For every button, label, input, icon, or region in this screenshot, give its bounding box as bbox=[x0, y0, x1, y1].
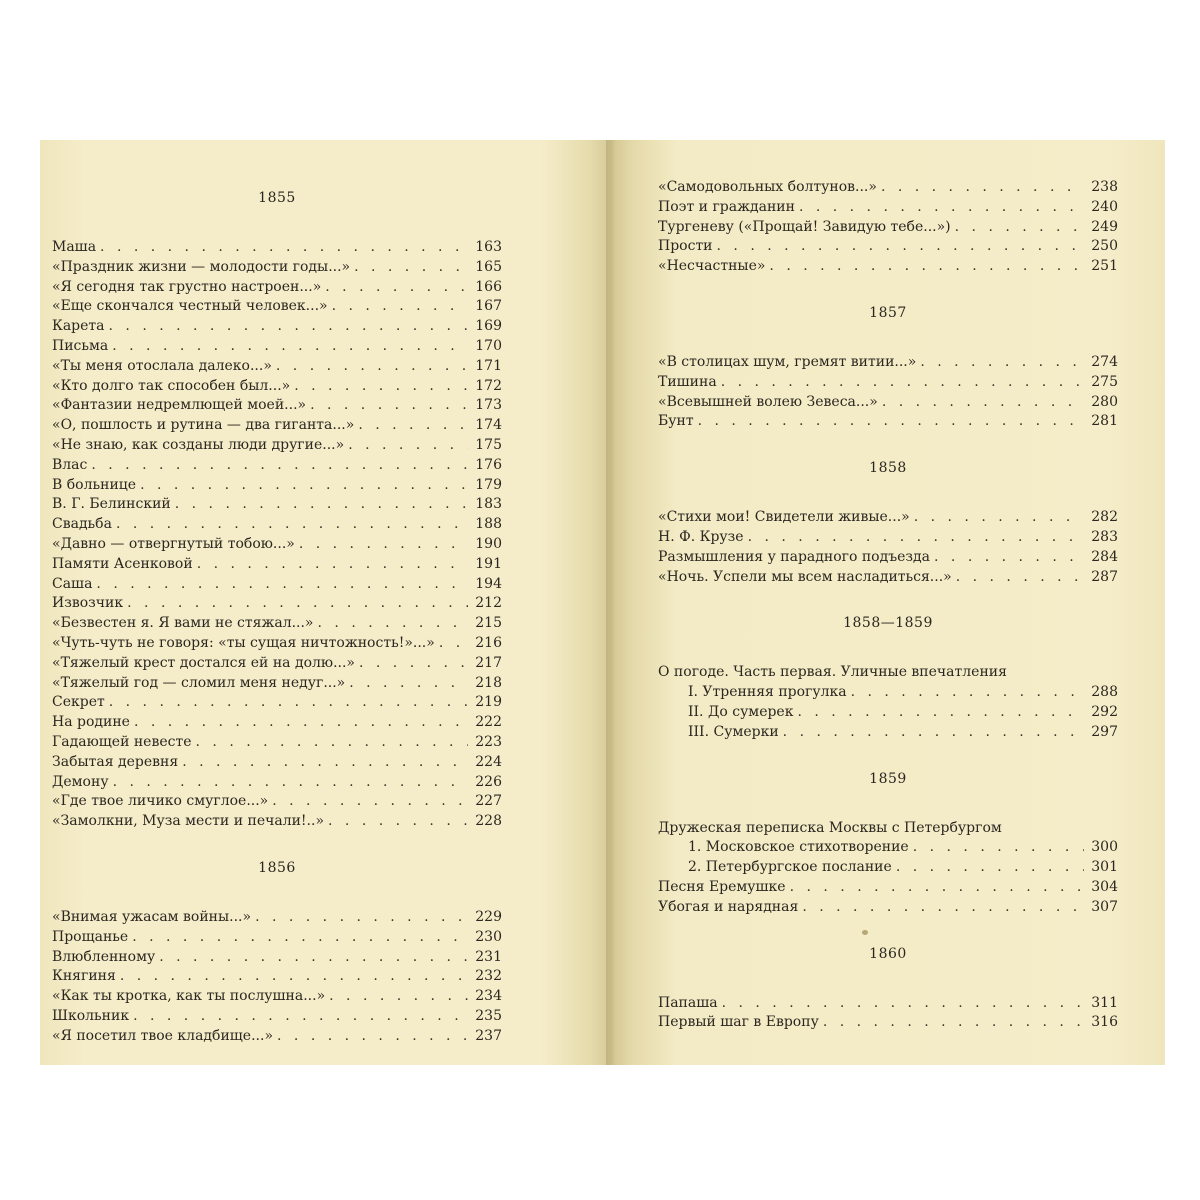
toc-section bbox=[658, 178, 1118, 277]
dot-leader bbox=[914, 508, 1084, 528]
entry-title: В. Г. Белинский bbox=[52, 496, 171, 513]
entry-page-number: 194 bbox=[475, 575, 502, 592]
entry-page-number: 292 bbox=[1091, 703, 1118, 720]
entry-page-number: 301 bbox=[1091, 859, 1118, 876]
dot-leader bbox=[91, 456, 468, 476]
cycle-heading: О погоде. Часть первая. Уличные впечатления bbox=[658, 664, 1007, 681]
toc-entry bbox=[52, 654, 502, 674]
toc-entry bbox=[52, 967, 502, 987]
entry-page-number: 224 bbox=[475, 753, 502, 770]
dot-leader bbox=[748, 528, 1084, 548]
entry-title: Первый шаг в Европу bbox=[658, 1014, 819, 1031]
entry-page-number: 287 bbox=[1091, 568, 1118, 585]
entry-title: II. До сумерек bbox=[688, 703, 794, 720]
toc-entry bbox=[658, 373, 1118, 393]
toc-entry bbox=[52, 908, 502, 928]
dot-leader bbox=[349, 674, 468, 694]
section-year: 1858 bbox=[869, 460, 907, 477]
entry-page-number: 212 bbox=[475, 595, 502, 612]
toc-entry-list bbox=[52, 908, 502, 1047]
toc-section bbox=[658, 458, 1118, 587]
toc-entry bbox=[658, 528, 1118, 548]
toc-entry bbox=[52, 614, 502, 634]
entry-title: «Еще скончался честный человек...» bbox=[52, 298, 328, 315]
dot-leader bbox=[956, 568, 1084, 588]
dot-leader bbox=[797, 703, 1084, 723]
open-book bbox=[40, 140, 1165, 1065]
toc-entry bbox=[52, 337, 502, 357]
dot-leader bbox=[920, 353, 1084, 373]
toc-entry bbox=[52, 792, 502, 812]
entry-page-number: 316 bbox=[1091, 1014, 1118, 1031]
entry-title: «Замолкни, Муза мести и печали!..» bbox=[52, 813, 325, 830]
entry-title: Папаша bbox=[658, 994, 718, 1011]
entry-page-number: 176 bbox=[475, 456, 502, 473]
right-page bbox=[610, 140, 1165, 1065]
dot-leader bbox=[112, 337, 468, 357]
toc-entry bbox=[52, 1027, 502, 1047]
entry-title: «Стихи мои! Свидетели живые...» bbox=[658, 509, 910, 526]
entry-page-number: 167 bbox=[475, 298, 502, 315]
entry-title: Прощанье bbox=[52, 928, 129, 945]
entry-title: «В столицах шум, гремят витии...» bbox=[658, 353, 917, 370]
dot-leader bbox=[134, 713, 468, 733]
toc-section bbox=[658, 613, 1118, 742]
entry-title: «Безвестен я. Я вами не стяжал...» bbox=[52, 615, 314, 632]
entry-title: «Ты меня отослала далеко...» bbox=[52, 357, 272, 374]
dot-leader bbox=[439, 634, 468, 654]
entry-title: «Тяжелый крест достался ей на долю...» bbox=[52, 654, 355, 671]
dot-leader bbox=[717, 237, 1084, 257]
toc-entry bbox=[52, 1007, 502, 1027]
dot-leader bbox=[277, 1027, 468, 1047]
section-year: 1859 bbox=[869, 770, 907, 787]
entry-page-number: 179 bbox=[475, 476, 502, 493]
toc-section bbox=[658, 303, 1118, 432]
toc-entry bbox=[52, 948, 502, 968]
entry-page-number: 191 bbox=[475, 555, 502, 572]
dot-leader bbox=[175, 495, 468, 515]
entry-page-number: 300 bbox=[1091, 839, 1118, 856]
entry-title: «Я посетил твое кладбище...» bbox=[52, 1027, 274, 1044]
entry-title: 2. Петербургское послание bbox=[688, 859, 892, 876]
entry-title: Школьник bbox=[52, 1007, 130, 1024]
dot-leader bbox=[109, 693, 468, 713]
section-year: 1860 bbox=[869, 945, 907, 962]
toc-entry bbox=[52, 377, 502, 397]
entry-title: «Всевышней волею Зевеса...» bbox=[658, 393, 878, 410]
toc-entry bbox=[52, 674, 502, 694]
toc-entry bbox=[52, 634, 502, 654]
toc-entry bbox=[52, 812, 502, 832]
entry-title: Тургеневу («Прощай! Завидую тебе...») bbox=[658, 218, 951, 235]
toc-entry bbox=[52, 396, 502, 416]
dot-leader bbox=[127, 594, 468, 614]
right-page-contents bbox=[658, 178, 1118, 1033]
toc-entry bbox=[658, 198, 1118, 218]
toc-entry bbox=[658, 994, 1118, 1014]
entry-page-number: 188 bbox=[475, 516, 502, 533]
entry-page-number: 240 bbox=[1091, 198, 1118, 215]
toc-entry bbox=[658, 353, 1118, 373]
entry-page-number: 183 bbox=[475, 496, 502, 513]
dot-leader bbox=[698, 412, 1084, 432]
entry-page-number: 166 bbox=[475, 278, 502, 295]
dot-leader bbox=[113, 773, 468, 793]
section-year: 1858—1859 bbox=[843, 615, 933, 632]
dot-leader bbox=[276, 357, 468, 377]
toc-entry bbox=[52, 733, 502, 753]
entry-title: «Я сегодня так грустно настроен...» bbox=[52, 278, 322, 295]
toc-entry bbox=[52, 928, 502, 948]
toc-section bbox=[52, 188, 502, 832]
entry-title: III. Сумерки bbox=[688, 723, 779, 740]
toc-entry bbox=[52, 238, 502, 258]
entry-page-number: 234 bbox=[475, 988, 502, 1005]
toc-entry bbox=[658, 1013, 1118, 1033]
dot-leader bbox=[896, 858, 1084, 878]
toc-entry bbox=[658, 838, 1118, 858]
entry-page-number: 223 bbox=[475, 733, 502, 750]
entry-title: Размышления у парадного подъезда bbox=[658, 548, 931, 565]
toc-entry bbox=[52, 456, 502, 476]
entry-page-number: 165 bbox=[475, 258, 502, 275]
entry-title: «О, пошлость и рутина — два гиганта...» bbox=[52, 417, 355, 434]
dot-leader bbox=[329, 987, 468, 1007]
toc-section bbox=[658, 769, 1118, 918]
toc-entry-list bbox=[658, 994, 1118, 1034]
dot-leader bbox=[272, 792, 468, 812]
toc-section bbox=[52, 858, 502, 1047]
entry-page-number: 228 bbox=[475, 813, 502, 830]
entry-title: Письма bbox=[52, 337, 109, 354]
toc-entry bbox=[658, 858, 1118, 878]
ink-spot bbox=[862, 930, 868, 935]
entry-page-number: 229 bbox=[475, 908, 502, 925]
toc-entry bbox=[658, 393, 1118, 413]
entry-page-number: 275 bbox=[1091, 373, 1118, 390]
dot-leader bbox=[133, 1007, 468, 1027]
toc-entry bbox=[52, 535, 502, 555]
entry-title: «Фантазии недремлющей моей...» bbox=[52, 397, 307, 414]
toc-entry bbox=[52, 693, 502, 713]
dot-leader bbox=[783, 723, 1084, 743]
entry-page-number: 171 bbox=[475, 357, 502, 374]
dot-leader bbox=[359, 654, 468, 674]
toc-entry bbox=[658, 412, 1118, 432]
toc-entry bbox=[658, 683, 1118, 703]
entry-page-number: 216 bbox=[475, 634, 502, 651]
dot-leader bbox=[332, 297, 468, 317]
entry-page-number: 190 bbox=[475, 535, 502, 552]
dot-leader bbox=[182, 753, 468, 773]
entry-title: «Кто долго так способен был...» bbox=[52, 377, 291, 394]
entry-page-number: 173 bbox=[475, 397, 502, 414]
entry-page-number: 274 bbox=[1091, 353, 1118, 370]
dot-leader bbox=[348, 436, 468, 456]
entry-title: Бунт bbox=[658, 413, 694, 430]
section-year: 1857 bbox=[869, 304, 907, 321]
cycle-heading: Дружеская переписка Москвы с Петербургом bbox=[658, 819, 1002, 836]
entry-page-number: 280 bbox=[1091, 393, 1118, 410]
entry-page-number: 288 bbox=[1091, 684, 1118, 701]
toc-entry bbox=[52, 258, 502, 278]
entry-page-number: 232 bbox=[475, 968, 502, 985]
dot-leader bbox=[310, 396, 468, 416]
toc-entry bbox=[52, 515, 502, 535]
entry-page-number: 174 bbox=[475, 417, 502, 434]
left-page-contents bbox=[52, 188, 502, 1046]
section-year: 1856 bbox=[258, 859, 296, 876]
entry-page-number: 307 bbox=[1091, 898, 1118, 915]
dot-leader bbox=[197, 555, 468, 575]
entry-page-number: 222 bbox=[475, 714, 502, 731]
toc-entry bbox=[658, 178, 1118, 198]
dot-leader bbox=[913, 838, 1084, 858]
toc-entry bbox=[658, 257, 1118, 277]
dot-leader bbox=[294, 377, 468, 397]
toc-entry bbox=[52, 594, 502, 614]
toc-entry bbox=[658, 878, 1118, 898]
entry-page-number: 231 bbox=[475, 948, 502, 965]
toc-entry bbox=[658, 548, 1118, 568]
entry-page-number: 237 bbox=[475, 1027, 502, 1044]
left-page bbox=[40, 140, 610, 1065]
entry-page-number: 311 bbox=[1091, 994, 1118, 1011]
toc-entry bbox=[52, 416, 502, 436]
entry-title: «Не знаю, как созданы люди другие...» bbox=[52, 436, 345, 453]
toc-entry bbox=[52, 495, 502, 515]
entry-page-number: 238 bbox=[1091, 179, 1118, 195]
entry-title: «Как ты кротка, как ты послушна...» bbox=[52, 988, 326, 1005]
dot-leader bbox=[823, 1013, 1084, 1033]
entry-title: Песня Еремушке bbox=[658, 878, 786, 895]
entry-title: Забытая деревня bbox=[52, 753, 179, 770]
toc-entry bbox=[658, 237, 1118, 257]
entry-page-number: 284 bbox=[1091, 548, 1118, 565]
entry-title: Карета bbox=[52, 318, 105, 335]
dot-leader bbox=[196, 733, 468, 753]
entry-title: «Самодовольных болтунов...» bbox=[658, 179, 877, 195]
toc-entry-list bbox=[658, 819, 1118, 918]
entry-title: «Несчастные» bbox=[658, 258, 766, 275]
dot-leader bbox=[120, 967, 468, 987]
dot-leader bbox=[790, 878, 1084, 898]
toc-entry bbox=[52, 753, 502, 773]
entry-title: Тишина bbox=[658, 373, 717, 390]
entry-page-number: 249 bbox=[1091, 218, 1118, 235]
entry-page-number: 172 bbox=[475, 377, 502, 394]
toc-entry bbox=[52, 436, 502, 456]
entry-title: Убогая и нарядная bbox=[658, 898, 799, 915]
entry-page-number: 230 bbox=[475, 928, 502, 945]
toc-entry bbox=[658, 723, 1118, 743]
dot-leader bbox=[328, 812, 468, 832]
dot-leader bbox=[325, 278, 468, 298]
dot-leader bbox=[255, 908, 468, 928]
toc-entry-list bbox=[658, 353, 1118, 432]
entry-title: Прости bbox=[658, 238, 713, 255]
toc-entry bbox=[52, 713, 502, 733]
entry-title: В больнице bbox=[52, 476, 137, 493]
dot-leader bbox=[769, 257, 1084, 277]
dot-leader bbox=[802, 898, 1084, 918]
entry-page-number: 226 bbox=[475, 773, 502, 790]
dot-leader bbox=[851, 683, 1084, 703]
entry-title: Секрет bbox=[52, 694, 105, 711]
toc-entry bbox=[52, 987, 502, 1007]
dot-leader bbox=[354, 258, 468, 278]
dot-leader bbox=[799, 198, 1084, 218]
entry-page-number: 175 bbox=[475, 436, 502, 453]
entry-title: «Ночь. Успели мы всем насладиться...» bbox=[658, 568, 952, 585]
entry-title: На родине bbox=[52, 714, 130, 731]
entry-title: Н. Ф. Крузе bbox=[658, 528, 744, 545]
toc-entry bbox=[658, 703, 1118, 723]
entry-page-number: 170 bbox=[475, 337, 502, 354]
entry-title: I. Утренняя прогулка bbox=[688, 684, 847, 701]
entry-page-number: 304 bbox=[1091, 878, 1118, 895]
toc-entry bbox=[658, 218, 1118, 238]
toc-entry bbox=[658, 898, 1118, 918]
entry-title: Памяти Асенковой bbox=[52, 555, 193, 572]
toc-section bbox=[658, 944, 1118, 1034]
entry-title: «Давно — отвергнутый тобою...» bbox=[52, 535, 295, 552]
toc-entry bbox=[52, 278, 502, 298]
entry-page-number: 218 bbox=[475, 674, 502, 691]
entry-page-number: 283 bbox=[1091, 528, 1118, 545]
toc-entry bbox=[52, 476, 502, 496]
entry-title: «Чуть-чуть не говоря: «ты сущая ничтожность!»...» bbox=[52, 634, 435, 651]
entry-title: Поэт и гражданин bbox=[658, 198, 795, 215]
toc-entry bbox=[658, 568, 1118, 588]
toc-entry-list bbox=[52, 238, 502, 832]
dot-leader bbox=[934, 548, 1084, 568]
entry-page-number: 250 bbox=[1091, 238, 1118, 255]
entry-page-number: 169 bbox=[475, 318, 502, 335]
toc-entry bbox=[52, 575, 502, 595]
entry-title: Княгиня bbox=[52, 968, 116, 985]
entry-page-number: 217 bbox=[475, 654, 502, 671]
entry-title: Маша bbox=[52, 239, 97, 255]
entry-page-number: 163 bbox=[475, 239, 502, 255]
toc-entry-list bbox=[658, 663, 1118, 742]
dot-leader bbox=[96, 575, 468, 595]
entry-title: Влюбленному bbox=[52, 948, 156, 965]
entry-title: Извозчик bbox=[52, 595, 124, 612]
entry-page-number: 215 bbox=[475, 615, 502, 632]
dot-leader bbox=[358, 416, 468, 436]
dot-leader bbox=[100, 238, 468, 258]
dot-leader bbox=[882, 393, 1084, 413]
toc-entry bbox=[52, 297, 502, 317]
entry-page-number: 281 bbox=[1091, 413, 1118, 430]
toc-entry bbox=[52, 773, 502, 793]
toc-entry bbox=[658, 508, 1118, 528]
toc-entry-list bbox=[658, 508, 1118, 587]
dot-leader bbox=[109, 317, 468, 337]
entry-title: Саша bbox=[52, 575, 93, 592]
entry-page-number: 282 bbox=[1091, 509, 1118, 526]
toc-entry bbox=[52, 555, 502, 575]
dot-leader bbox=[132, 928, 468, 948]
entry-title: «Праздник жизни — молодости годы...» bbox=[52, 258, 351, 275]
entry-title: Свадьба bbox=[52, 516, 112, 533]
entry-page-number: 235 bbox=[475, 1007, 502, 1024]
entry-title: «Тяжелый год — сломил меня недуг...» bbox=[52, 674, 346, 691]
entry-page-number: 251 bbox=[1091, 258, 1118, 275]
dot-leader bbox=[721, 373, 1084, 393]
toc-entry bbox=[52, 317, 502, 337]
toc-entry-list bbox=[658, 178, 1118, 277]
dot-leader bbox=[116, 515, 468, 535]
dot-leader bbox=[140, 476, 468, 496]
dot-leader bbox=[881, 178, 1084, 198]
entry-title: Влас bbox=[52, 456, 88, 473]
dot-leader bbox=[318, 614, 468, 634]
entry-title: 1. Московское стихотворение bbox=[688, 839, 909, 856]
entry-title: Гадающей невесте bbox=[52, 733, 192, 750]
section-year: 1855 bbox=[258, 190, 296, 206]
entry-page-number: 219 bbox=[475, 694, 502, 711]
dot-leader bbox=[159, 948, 468, 968]
entry-title: «Где твое личико смуглое...» bbox=[52, 793, 269, 810]
dot-leader bbox=[722, 994, 1084, 1014]
toc-entry bbox=[52, 357, 502, 377]
entry-title: Демону bbox=[52, 773, 109, 790]
entry-page-number: 227 bbox=[475, 793, 502, 810]
entry-title: «Внимая ужасам войны...» bbox=[52, 908, 252, 925]
dot-leader bbox=[955, 218, 1084, 238]
dot-leader bbox=[299, 535, 468, 555]
entry-page-number: 297 bbox=[1091, 723, 1118, 740]
